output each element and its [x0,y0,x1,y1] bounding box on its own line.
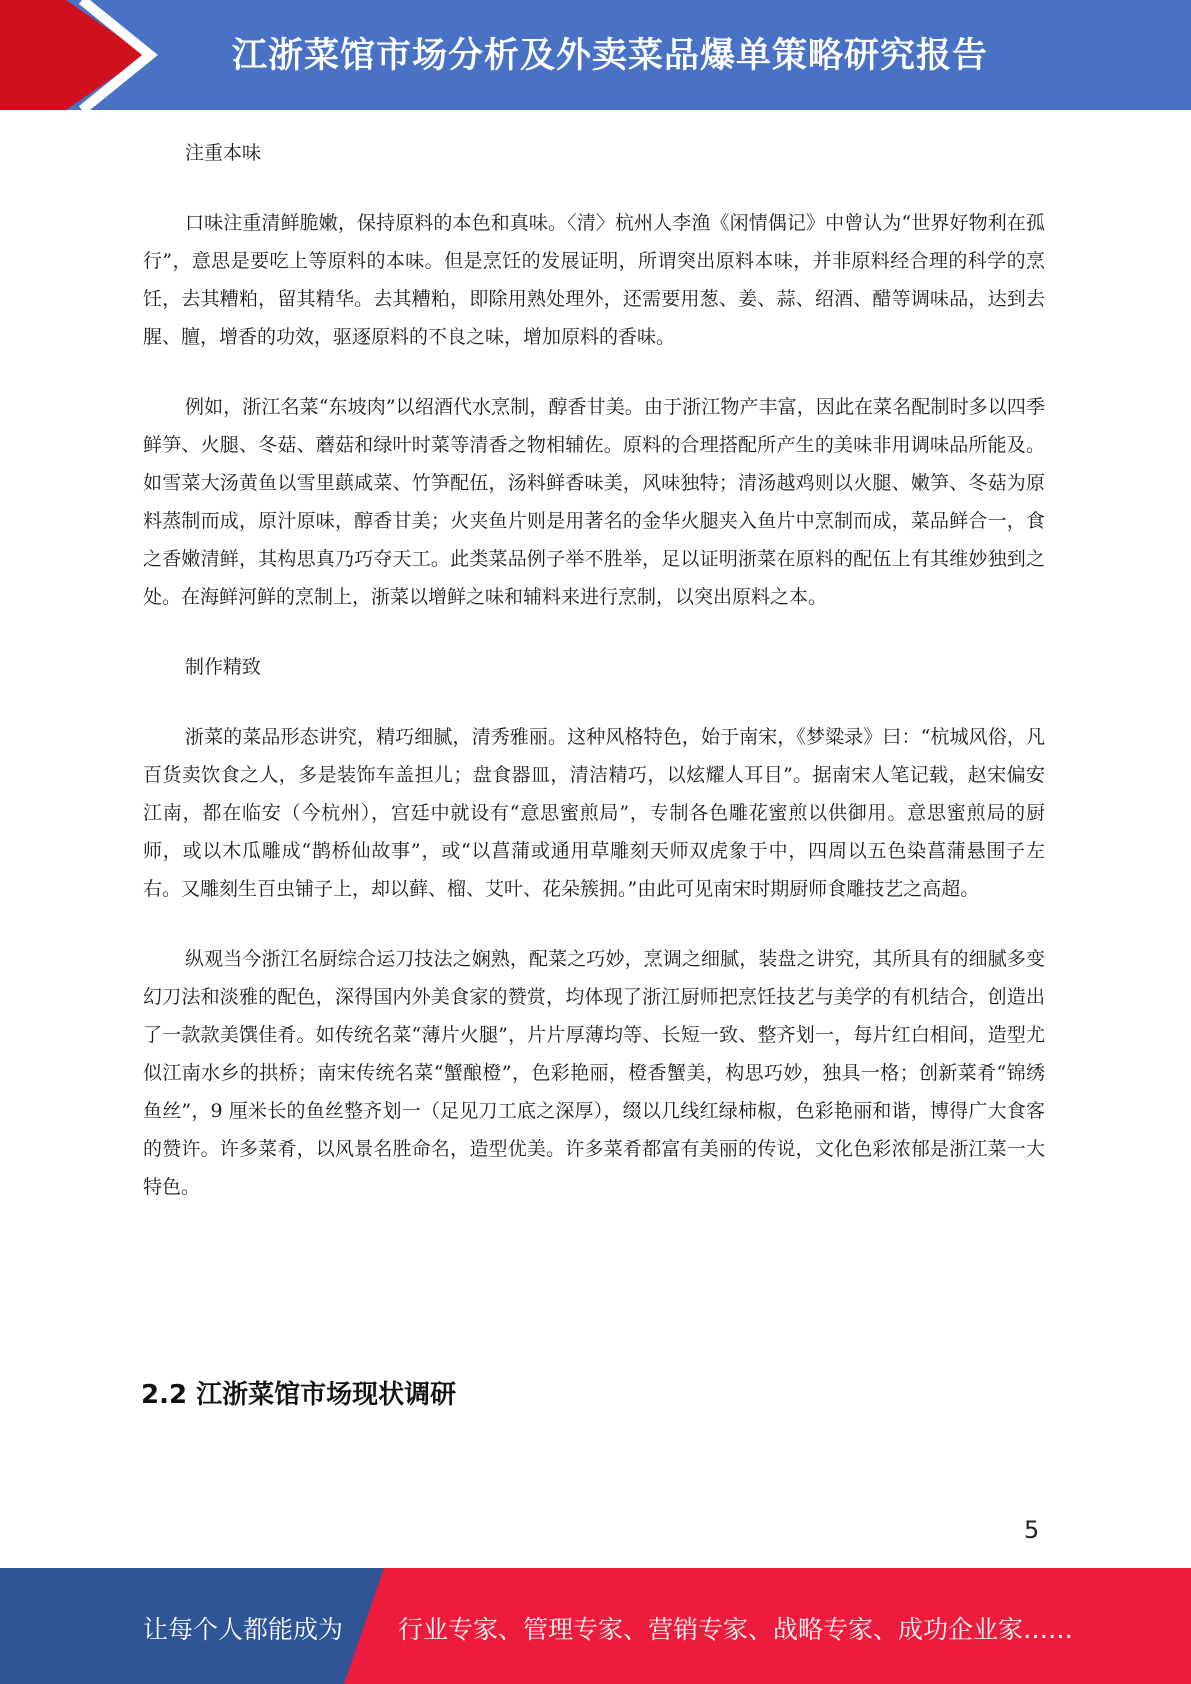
page-footer [0,1568,1191,1684]
section-heading: 2.2 江浙菜馆市场现状调研 [141,1380,457,1410]
footer-slogan-left: 让每个人都能成为 [143,1615,344,1644]
paragraph: 纵观当今浙江名厨综合运刀技法之娴熟，配菜之巧妙，烹调之细腻，装盘之讲究，其所具有的细腻多变幻刀法和淡雅的配色，深得国内外美食家的赞赏，均体现了浙江厨师把烹饪技艺与美学的有机结合，创造出了一款款美馔佳肴。如传统名菜“薄片火腿”，片片厚薄均等、长短一致、整齐划一，每片红白相间，造型尤似江南水乡的拱桥；南宋传统名菜“蟹酿橙”，色彩艳丽，橙香蟹美，构思巧妙，独具一格；创新菜肴“锦绣鱼丝”，9 厘米长的鱼丝整齐划一（足见刀工底之深厚），缀以几线红绿柿椒，色彩艳丽和谐，博得广大食客的赞许。许多菜肴，以风景名胜命名，造型优美。许多菜肴都富有美丽的传说，文化色彩浓郁是浙江菜一大特色。 [143,948,1045,1198]
subheading-flavor: 注重本味 [185,142,262,164]
footer-slogan-right: 行业专家、管理专家、营销专家、战略专家、成功企业家…… [398,1615,1074,1644]
page-number: 5 [1024,1516,1040,1544]
document-body [143,134,1045,1238]
page-header [0,0,1191,110]
header-title: 江浙菜馆市场分析及外卖菜品爆单策略研究报告 [232,36,989,76]
paragraph: 浙菜的菜品形态讲究，精巧细腻，清秀雅丽。这种风格特色，始于南宋，《梦粱录》曰：“杭城风俗，凡百货卖饮食之人，多是装饰车盖担儿；盘食器皿，清洁精巧，以炫耀人耳目”。据南宋人笔记载，赵宋偏安江南，都在临安（今杭州），宫廷中就设有“意思蜜煎局”，专制各色雕花蜜煎以供御用。意思蜜煎局的厨师，或以木瓜雕成“鹊桥仙故事”，或“以菖蒲或通用草雕刻天师双虎象于中，四周以五色染菖蒲悬围子左右。又雕刻生百虫铺子上，却以藓、榴、艾叶、花朵簇拥。”由此可见南宋时期厨师食雕技艺之高超。 [143,726,1045,900]
paragraph: 例如，浙江名菜“东坡肉”以绍酒代水烹制，醇香甘美。由于浙江物产丰富，因此在菜名配制时多以四季鲜笋、火腿、冬菇、蘑菇和绿叶时菜等清香之物相辅佐。原料的合理搭配所产生的美味非用调味品所能及。如雪菜大汤黄鱼以雪里蕻咸菜、竹笋配伍，汤料鲜香味美，风味独特；清汤越鸡则以火腿、嫩笋、冬菇为原料蒸制而成，原汁原味，醇香甘美；火夹鱼片则是用著名的金华火腿夹入鱼片中烹制而成，菜品鲜合一，食之香嫩清鲜，其构思真乃巧夺天工。此类菜品例子举不胜举，足以证明浙菜在原料的配伍上有其维妙独到之处。在海鲜河鲜的烹制上，浙菜以增鲜之味和辅料来进行烹制，以突出原料之本。 [143,396,1045,608]
subheading-craft: 制作精致 [185,656,262,678]
paragraph: 口味注重清鲜脆嫩，保持原料的本色和真味。〈清〉杭州人李渔《闲情偶记》中曾认为“世界好物利在孤行”，意思是要吃上等原料的本味。但是烹饪的发展证明，所谓突出原料本味，并非原料经合理的科学的烹饪，去其糟粕，留其精华。去其糟粕，即除用熟处理外，还需要用葱、姜、蒜、绍酒、醋等调味品，达到去腥、膻，增香的功效，驱逐原料的不良之味，增加原料的香味。 [143,212,1045,348]
